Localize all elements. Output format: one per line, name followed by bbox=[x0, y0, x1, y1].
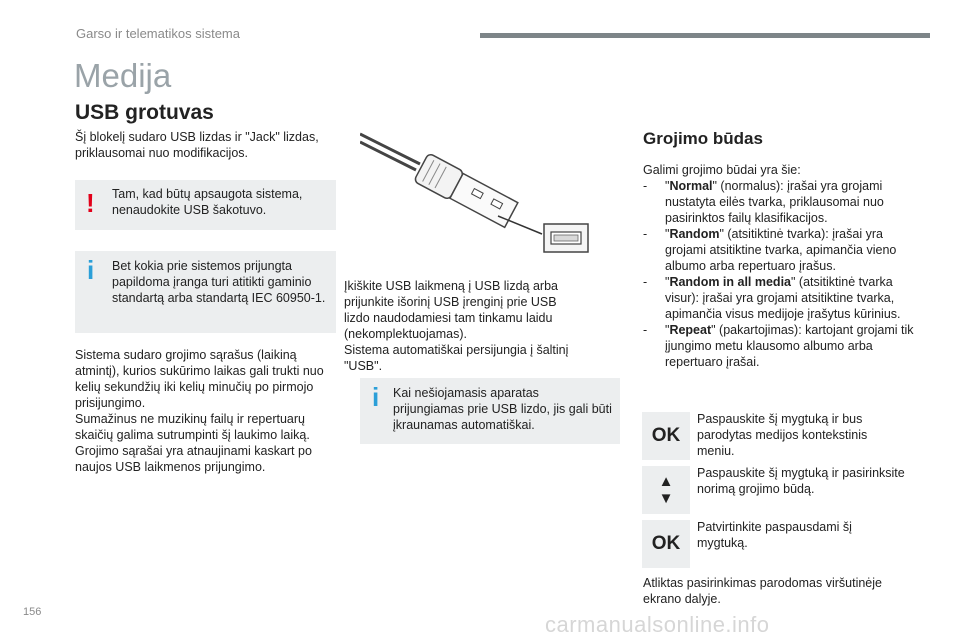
list-dash: - bbox=[643, 275, 648, 289]
mode-item-random-all: - "Random in all media" (atsitiktinė tvarka visur): įrašai yra grojami atsitiktine tvarka, apimančia visus medijoje įrašytus kūrinius. bbox=[643, 275, 901, 321]
list-dash: - bbox=[643, 323, 648, 337]
info-charging-text: Kai nešiojamasis aparatas prijungiamas prie USB lizdo, jis gali būti įkraunamas automatiškai. bbox=[393, 386, 612, 432]
mode-name: Repeat bbox=[669, 323, 712, 337]
arrows-button-description: Paspauskite šį mygtuką ir pasirinksite norimą grojimo būdą. bbox=[697, 466, 905, 496]
mode-item-normal: - "Normal" (normalus): įrašai yra grojami nustatyta eilės tvarka, priklausomai nuo pasirinktos failų klasifikacijos. bbox=[643, 179, 884, 225]
insert-usb-text: Įkiškite USB laikmeną į USB lizdą arba prijunkite išorinį USB įrenginį prie USB lizdo naudodamiesi tam tinkamu laidu (nekomplektuojamas). Sistema automatiškai persijungia į šaltinį "USB". bbox=[344, 279, 569, 373]
page-title: Medija bbox=[74, 57, 172, 94]
info-box-standard bbox=[75, 251, 336, 333]
ok-button-description: Paspauskite šį mygtuką ir bus parodytas medijos kontekstinis meniu. bbox=[697, 412, 868, 458]
arrow-up-icon: ▲ bbox=[658, 473, 674, 490]
play-modes-intro: Galimi grojimo būdai yra šie: bbox=[643, 163, 801, 177]
warning-text: Tam, kad būtų apsaugota sistema, nenaudokite USB šakotuvo. bbox=[112, 187, 303, 217]
mode-name: Normal bbox=[669, 179, 713, 193]
mode-name: Random in all media bbox=[669, 275, 791, 289]
header-divider bbox=[480, 33, 930, 38]
play-modes-list bbox=[643, 162, 923, 370]
page-number: 156 bbox=[23, 606, 42, 618]
mode-item-repeat: - "Repeat" (pakartojimas): kartojant grojami tik įjungimo metu klausomo albumo arba repertuaro įrašai. bbox=[643, 323, 914, 369]
watermark: carmanualsonline.info bbox=[545, 612, 770, 637]
info-standard-text: Bet kokia prie sistemos prijungta papildoma įranga turi atitikti gaminio standartą arba standartą IEC 60950-1. bbox=[112, 259, 326, 305]
list-dash: - bbox=[643, 179, 648, 193]
info-box-charging bbox=[360, 378, 620, 444]
warning-icon: ! bbox=[86, 188, 95, 218]
usb-heading: USB grotuvas bbox=[75, 101, 214, 124]
info-icon: i bbox=[87, 255, 95, 285]
list-dash: - bbox=[643, 227, 648, 241]
arrow-down-icon: ▼ bbox=[658, 490, 674, 507]
up-down-arrows-icon bbox=[642, 466, 690, 514]
play-modes-heading: Grojimo būdas bbox=[643, 129, 763, 148]
mode-desc: (normalus): įrašai yra grojami nustatyta eilės tvarka, priklausomai nuo pasirinktos failų klasifikacijos. bbox=[665, 179, 884, 225]
usb-plug-illustration bbox=[360, 130, 600, 260]
warning-box bbox=[75, 180, 336, 230]
ok-confirm-description: Patvirtinkite paspausdami šį mygtuką. bbox=[697, 520, 852, 550]
ok-confirm-button-icon: OK bbox=[642, 520, 690, 568]
mode-item-random: - "Random" (atsitiktinė tvarka): įrašai yra grojami atsitiktine tvarka, apimančia vieno albumo arba repertuaro įrašus. bbox=[643, 227, 897, 273]
info-icon: i bbox=[372, 382, 380, 412]
mode-desc: (atsitiktinė tvarka): įrašai yra grojami atsitiktine tvarka, apimančia vieno albumo arba repertuaro įrašus. bbox=[665, 227, 897, 273]
mode-desc: (pakartojimas): kartojant grojami tik įjungimo metu klausomo albumo arba repertuaro įrašai. bbox=[665, 323, 914, 369]
usb-intro-text: Šį blokelį sudaro USB lizdas ir "Jack" lizdas, priklausomai nuo modifikacijos. bbox=[75, 130, 319, 160]
mode-name: Random bbox=[669, 227, 720, 241]
mode-desc: (atsitiktinė tvarka visur): įrašai yra grojami atsitiktine tvarka, apimančia visus medijoje įrašytus kūrinius. bbox=[665, 275, 901, 321]
ok-button-icon: OK bbox=[642, 412, 690, 460]
header-section-title: Garso ir telematikos sistema bbox=[76, 26, 240, 41]
playlist-text: Sistema sudaro grojimo sąrašus (laikiną atmintį), kurios sukūrimo laikas gali trukti nuo kelių sekundžių iki kelių minučių po pirmojo prisijungimo. Sumažinus ne muzikinų failų ir repertuarų skaičių galima sutrumpinti šį laukimo laiką. Grojimo sąrašai yra atnaujinami kaskart po naujos USB laikmenos prijungimo. bbox=[75, 348, 324, 474]
result-text: Atliktas pasirinkimas parodomas viršutinėje ekrano dalyje. bbox=[643, 576, 882, 606]
